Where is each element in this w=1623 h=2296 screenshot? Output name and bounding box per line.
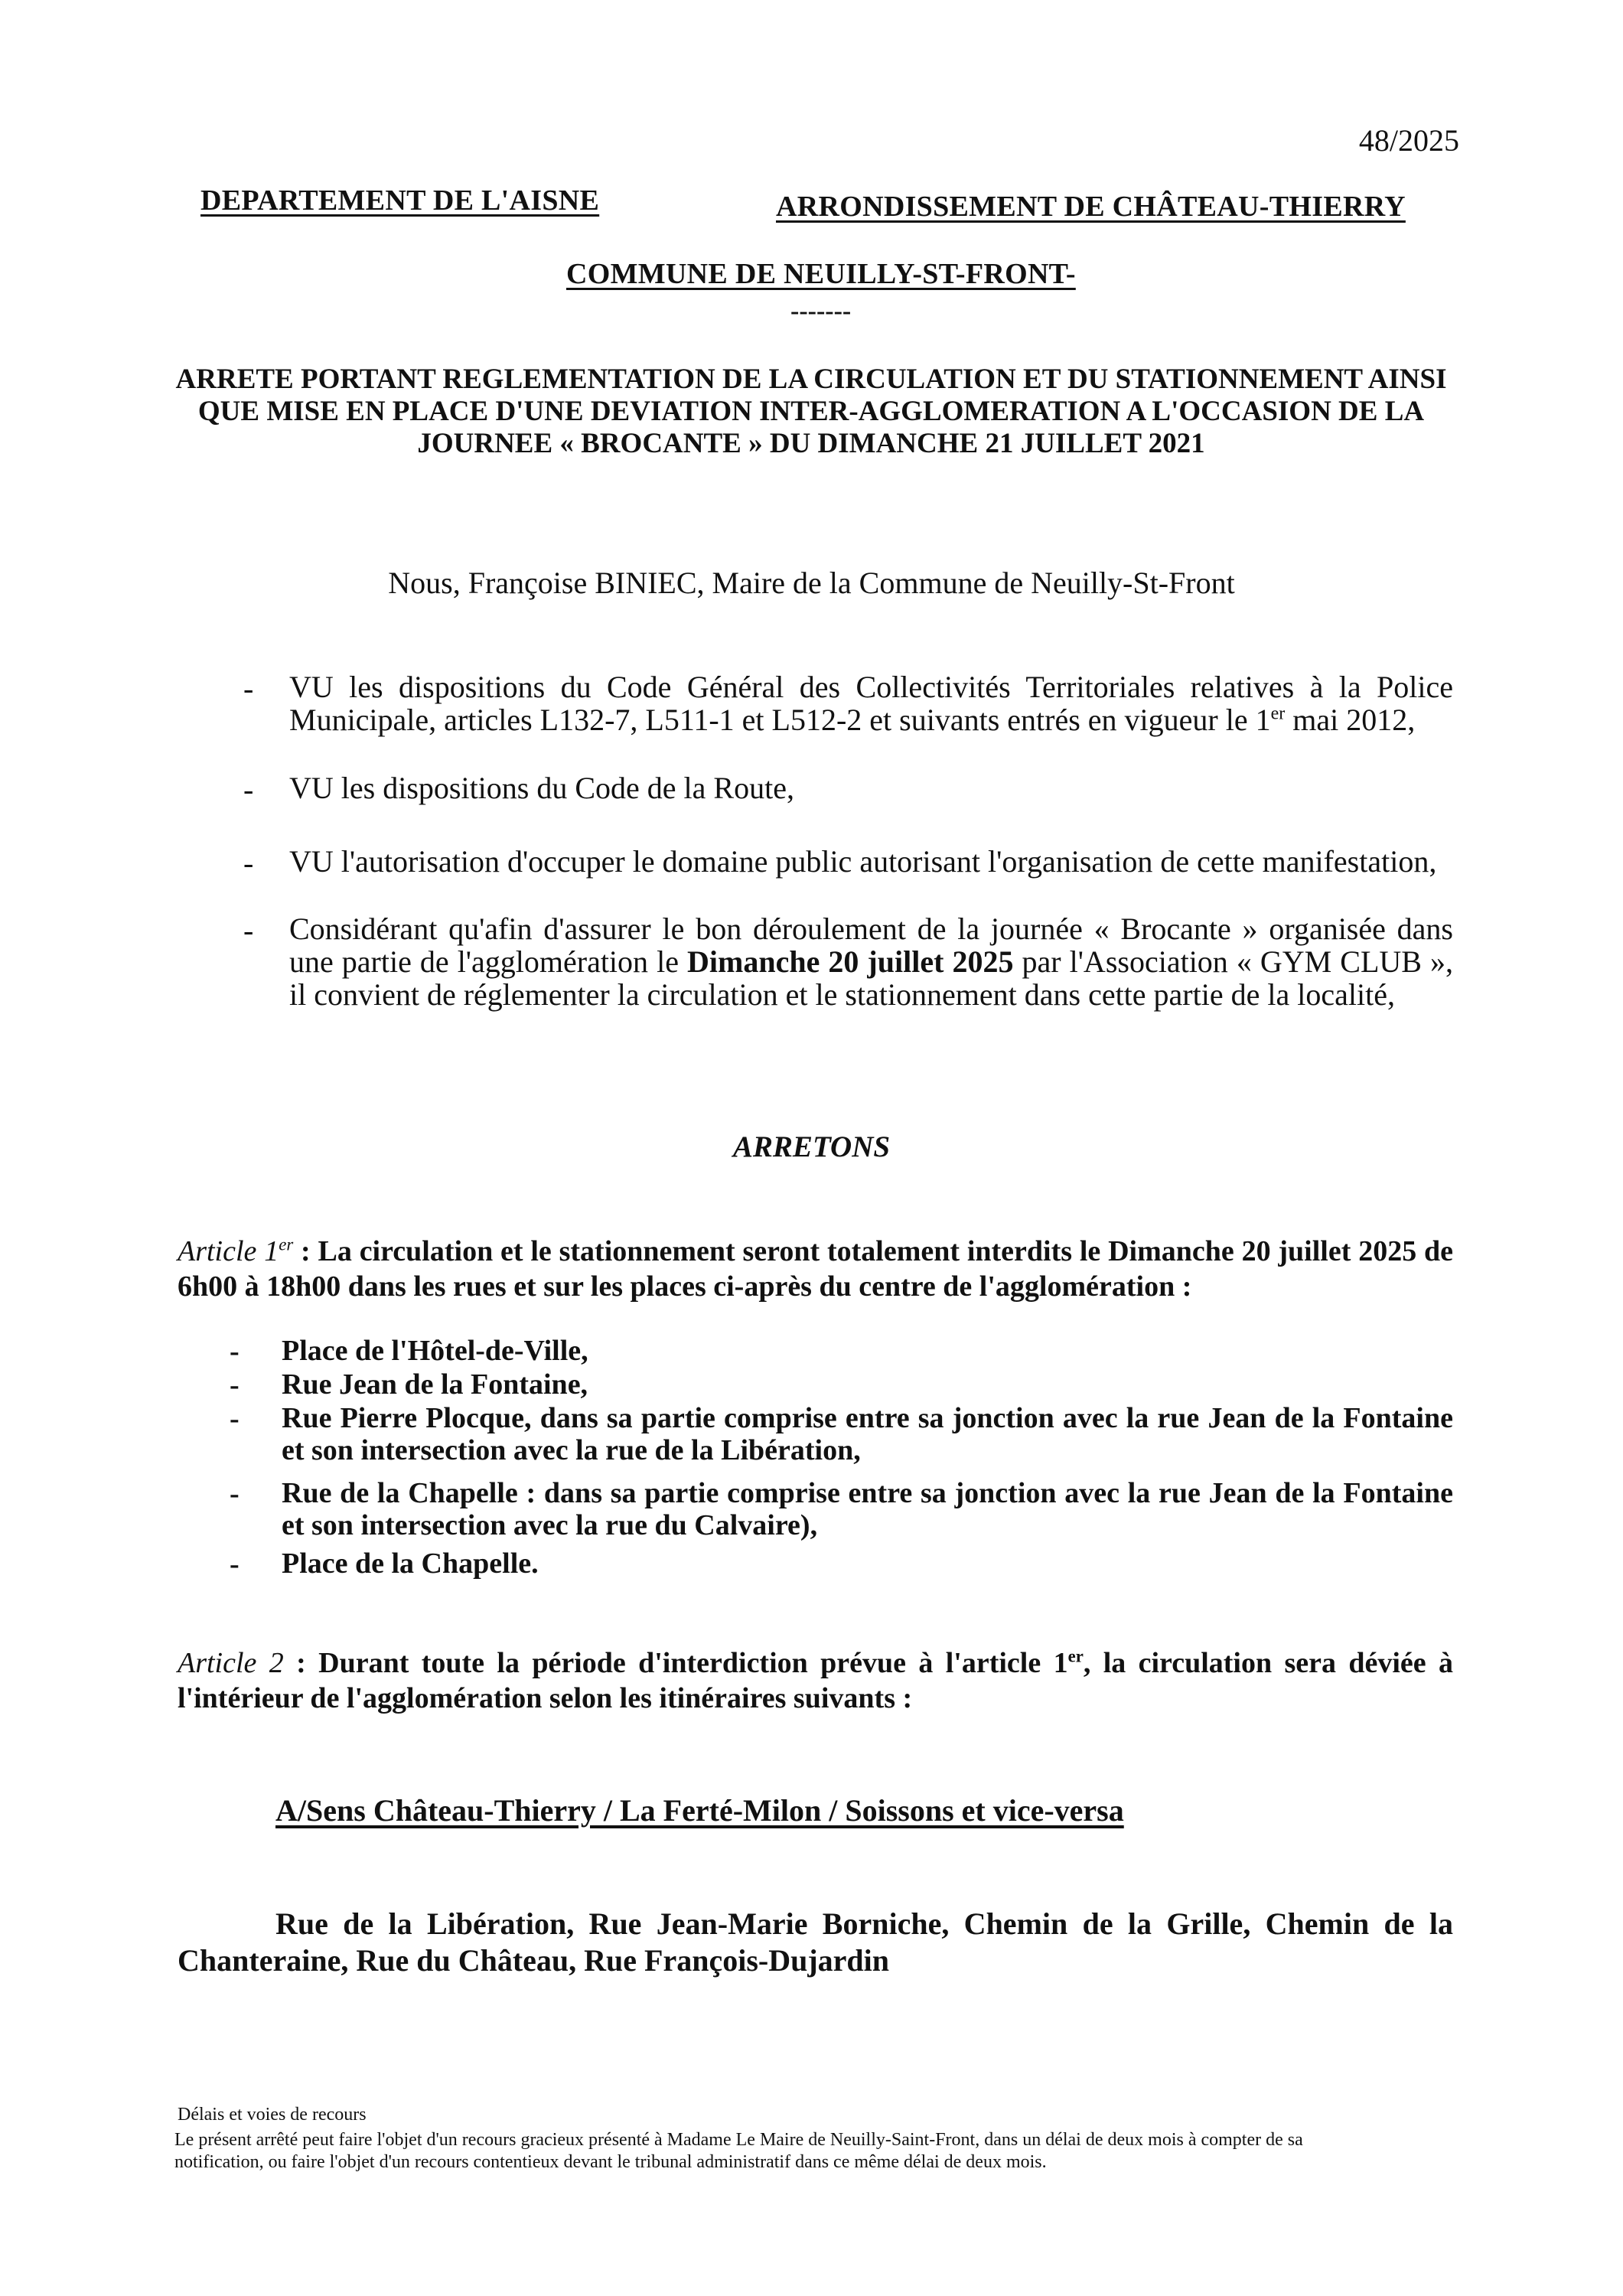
article-2 bbox=[178, 1645, 1453, 1716]
street-item: Place de la Chapelle. bbox=[282, 1548, 539, 1580]
footer-title: Délais et voies de recours bbox=[178, 2105, 367, 2125]
street-bullet: - bbox=[230, 1403, 240, 1435]
header-separator: ------- bbox=[790, 297, 852, 325]
street-item: Rue de la Chapelle : dans sa partie comprise entre sa jonction avec la rue Jean de la Fontaine et son intersection avec la rue du Calvaire), bbox=[282, 1477, 1453, 1541]
footer-text: Le présent arrêté peut faire l'objet d'un recours gracieux présenté à Madame Le Maire de Neuilly-Saint-Front, dans un délai de deux mois à compter de sa notification, ou faire l'objet d'un recours contentieux devant le tribunal administratif dans ce même délai de deux mois. bbox=[174, 2130, 1303, 2172]
street-item: Place de l'Hôtel-de-Ville, bbox=[282, 1335, 588, 1367]
vu-item-code-route: VU les dispositions du Code de la Route, bbox=[289, 771, 794, 805]
deviation-route: Rue de la Libération, Rue Jean-Marie Borniche, Chemin de la Grille, Chemin de la Chanteraine, Rue du Château, Rue François-Dujardin bbox=[178, 1906, 1453, 1978]
street-bullet: - bbox=[230, 1548, 240, 1580]
vu-item-cgct-end: mai 2012, bbox=[1285, 703, 1416, 737]
vu-bullet: - bbox=[243, 913, 254, 947]
vu-item-cgct-text: VU les dispositions du Code Général des Collectivités Territoriales relatives à la Police Municipale, articles L132-7, L511-1 et L512-2 et suivants entrés en vigueur le 1 bbox=[289, 670, 1453, 737]
document-number: 48/2025 bbox=[1358, 123, 1459, 158]
header-commune: COMMUNE DE NEUILLY-ST-FRONT- bbox=[566, 258, 1076, 290]
article-1-text: : La circulation et le stationnement seront totalement interdits le Dimanche 20 juillet 2025 de 6h00 à 18h00 dans les rues et sur les places ci-après du centre de l'agglomération : bbox=[178, 1235, 1454, 1303]
vu-item-cgct-sup: er bbox=[1270, 703, 1286, 724]
title-line-1: ARRETE PORTANT REGLEMENTATION DE LA CIRCULATION ET DU STATIONNEMENT AINSI bbox=[175, 364, 1447, 395]
considerant-text-end: par l'Association « GYM CLUB », il convient de réglementer la circulation et le stationnement dans cette partie de la localité, bbox=[289, 944, 1453, 1012]
vu-bullet: - bbox=[243, 846, 254, 880]
street-item: Rue Pierre Plocque, dans sa partie comprise entre sa jonction avec la rue Jean de la Fontaine et son intersection avec la rue de la Libération, bbox=[282, 1402, 1453, 1466]
document-title bbox=[168, 364, 1454, 460]
header-departement: DEPARTEMENT DE L'AISNE bbox=[200, 184, 600, 217]
street-bullet: - bbox=[230, 1478, 240, 1510]
vu-item-autorisation: VU l'autorisation d'occuper le domaine public autorisant l'organisation de cette manifestation, bbox=[289, 844, 1437, 879]
arretons-heading: ARRETONS bbox=[732, 1130, 891, 1163]
vu-item-cgct bbox=[289, 670, 1453, 736]
deviation-heading: A/Sens Château-Thierry / La Ferté-Milon / Soissons et vice-versa bbox=[275, 1793, 1124, 1828]
article-2-text-end: , la circulation sera déviée à l'intérieur de l'agglomération selon les itinéraires suivants : bbox=[178, 1647, 1454, 1714]
mayor-intro: Nous, Françoise BINIEC, Maire de la Commune de Neuilly-St-Front bbox=[388, 566, 1235, 600]
street-item: Rue Jean de la Fontaine, bbox=[282, 1368, 588, 1401]
street-bullet: - bbox=[230, 1369, 240, 1401]
article-2-label: Article 2 bbox=[178, 1647, 284, 1679]
article-2-sup: er bbox=[1067, 1646, 1084, 1666]
vu-bullet: - bbox=[243, 772, 254, 807]
article-1-label-sup: er bbox=[279, 1234, 294, 1254]
considerant-text: Considérant qu'afin d'assurer le bon déroulement de la journée « Brocante » organisée dans une partie de l'agglomération le bbox=[289, 912, 1453, 979]
header-arrondissement: ARRONDISSEMENT DE CHÂTEAU-THIERRY bbox=[776, 191, 1406, 223]
title-line-2: QUE MISE EN PLACE D'UNE DEVIATION INTER-AGGLOMERATION A L'OCCASION DE LA bbox=[197, 396, 1425, 427]
title-line-3: JOURNEE « BROCANTE » DU DIMANCHE 21 JUILLET 2021 bbox=[417, 428, 1205, 459]
street-bullet: - bbox=[230, 1336, 240, 1368]
vu-item-considerant bbox=[289, 912, 1453, 1011]
article-1 bbox=[178, 1234, 1453, 1304]
considerant-date: Dimanche 20 juillet 2025 bbox=[687, 944, 1014, 979]
article-1-label: Article 1er bbox=[178, 1234, 294, 1267]
article-2-text: : Durant toute la période d'interdiction prévue à l'article 1 bbox=[283, 1647, 1068, 1679]
vu-bullet: - bbox=[243, 671, 254, 706]
